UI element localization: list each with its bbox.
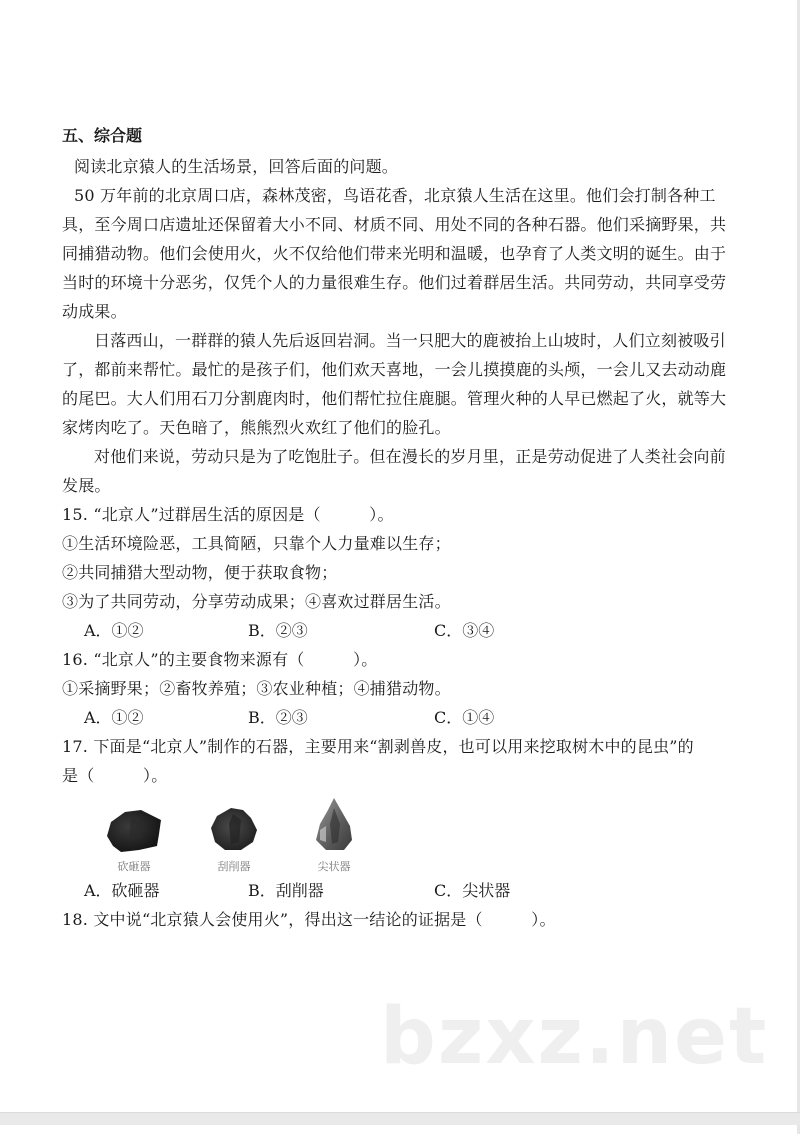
answer-options	[62, 703, 742, 732]
stone-item-scraper	[184, 804, 284, 874]
question-15	[62, 500, 742, 645]
page-content	[62, 124, 742, 934]
stone-tool-images	[62, 804, 742, 874]
passage-line: 家烤肉吃了。天色暗了，熊熊烈火欢红了他们的脸孔。	[62, 418, 451, 437]
question-stem	[62, 645, 742, 674]
question-text: 文中说“北京猿人会使用火”，得出这一结论的证据是（ ）。	[93, 910, 556, 929]
watermark: bzxz.net	[380, 992, 769, 1082]
question-number: 17.	[62, 737, 89, 756]
stone-item-chopper	[84, 806, 184, 874]
option-c[interactable]: C．③④	[434, 621, 495, 640]
passage-line: 具，至今周口店遗址还保留着大小不同、材质不同、用处不同的各种石器。他们采摘野果，共	[62, 215, 727, 234]
stone-label: 刮削器	[217, 860, 251, 873]
question-18	[62, 905, 742, 934]
pointed-stone-icon	[312, 796, 356, 854]
statement: ③为了共同劳动，分享劳动成果；④喜欢过群居生活。	[62, 592, 451, 611]
option-a[interactable]: A．①②	[84, 708, 144, 727]
passage-line: 日落西山，一群群的猿人先后返回岩洞。当一只肥大的鹿被抬上山坡时，人们立刻被吸引	[94, 331, 726, 350]
question-16	[62, 645, 742, 732]
chopper-stone-icon	[103, 806, 165, 854]
statement: ①采摘野果；②畜牧养殖；③农业种植；④捕猎动物。	[62, 679, 451, 698]
question-stem-continued: 是（ ）。	[62, 766, 168, 785]
stone-label: 砍砸器	[117, 860, 151, 873]
passage-paragraph-2	[62, 326, 742, 442]
question-number: 18.	[62, 910, 89, 929]
passage-paragraph-3	[62, 442, 742, 500]
option-b[interactable]: B．刮削器	[248, 881, 324, 900]
passage-intro: 阅读北京猿人的生活场景，回答后面的问题。	[74, 157, 399, 176]
answer-options	[62, 616, 742, 645]
option-c[interactable]: C．尖状器	[434, 881, 511, 900]
stone-label: 尖状器	[317, 860, 351, 873]
answer-options	[62, 876, 742, 905]
statement: ①生活环境险恶，工具简陋，只靠个人力量难以生存；	[62, 534, 451, 553]
passage-line: 对他们来说，劳动只是为了吃饱肚子。但在漫长的岁月里，正是劳动促进了人类社会向前	[94, 447, 726, 466]
scraper-stone-icon	[207, 804, 261, 854]
question-text: 下面是“北京人”制作的石器，主要用来“割剥兽皮，也可以用来挖取树木中的昆虫”的	[93, 737, 694, 756]
passage-paragraph-1	[62, 181, 742, 326]
question-stem	[62, 905, 742, 934]
question-number: 16.	[62, 650, 89, 669]
statement: ②共同捕猎大型动物，便于获取食物；	[62, 563, 338, 582]
passage-line: 当时的环境十分恶劣，仅凭个人的力量很难生存。他们过着群居生活。共同劳动，共同享受劳	[62, 273, 727, 292]
passage-line: 50 万年前的北京周口店，森林茂密，鸟语花香，北京猿人生活在这里。他们会打制各种工	[74, 186, 716, 205]
question-text: “北京人”的主要食物来源有（ ）。	[93, 650, 378, 669]
section-title: 五、综合题	[62, 126, 143, 145]
question-number: 15.	[62, 505, 89, 524]
option-b[interactable]: B．②③	[248, 708, 308, 727]
passage-line: 动成果。	[62, 302, 127, 321]
passage-line: 了，都前来帮忙。最忙的是孩子们，他们欢天喜地，一会儿摸摸鹿的头颅，一会儿又去动动鹿	[62, 360, 727, 379]
stone-item-pointed	[284, 796, 384, 874]
page-separator	[0, 1112, 800, 1126]
next-page-edge	[0, 1125, 800, 1134]
question-stem	[62, 732, 742, 761]
option-a[interactable]: A．砍砸器	[84, 881, 160, 900]
question-17	[62, 732, 742, 905]
passage-line: 发展。	[62, 476, 111, 495]
question-text: “北京人”过群居生活的原因是（ ）。	[93, 505, 394, 524]
option-a[interactable]: A．①②	[84, 621, 144, 640]
option-b[interactable]: B．②③	[248, 621, 308, 640]
question-stem	[62, 500, 742, 529]
passage-line: 的尾巴。大人们用石刀分割鹿肉时，他们帮忙拉住鹿腿。管理火种的人早已燃起了火，就等大	[62, 389, 727, 408]
passage-line: 同捕猎动物。他们会使用火，火不仅给他们带来光明和温暖，也孕育了人类文明的诞生。由于	[62, 244, 727, 263]
option-c[interactable]: C．①④	[434, 708, 495, 727]
